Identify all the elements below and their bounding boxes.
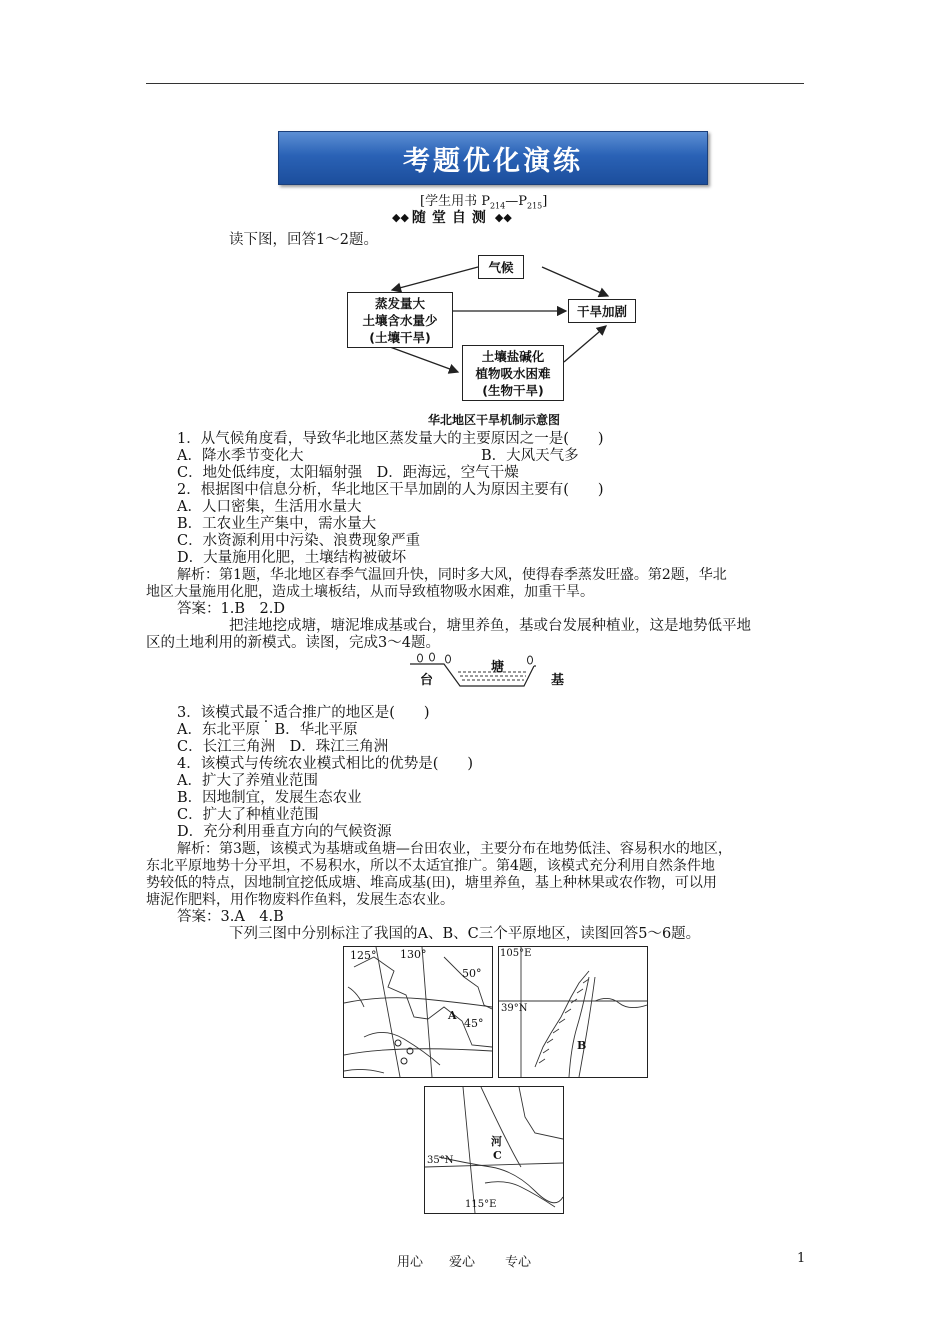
header-rule: [146, 83, 804, 84]
page-number: 1: [797, 1251, 806, 1266]
q1-option-a: A．降水季节变化大: [177, 448, 304, 464]
map-a-lon-1: 125°: [350, 949, 377, 962]
map-a-label: A: [448, 1009, 457, 1022]
q2-option-c: C．水资源利用中污染、浪费现象严重: [177, 533, 421, 549]
analysis-1-line-2: 地区大量施用化肥，造成土壤板结，从而导致植物吸水困难，加重干旱。: [146, 584, 594, 600]
section-title: ◆◆ 随堂自测 ◆◆: [392, 210, 512, 226]
q4-option-d: D．充分利用垂直方向的气候资源: [177, 824, 392, 840]
analysis-2-line-1: 解析：第3题，该模式为基塘或鱼塘—台田农业，主要分布在地势低洼、容易积水的地区，: [177, 841, 732, 857]
footer-word-1: 用心: [397, 1255, 424, 1270]
intro-2-line-2: 区的土地利用的新模式。读图，完成3～4题。: [146, 635, 440, 651]
q4-option-c: C．扩大了种植业范围: [177, 807, 319, 823]
banner-title: 考题优化演练: [278, 131, 708, 185]
map-c-label: C: [493, 1149, 502, 1162]
map-b-lon: 105°E: [500, 948, 532, 959]
q2-option-d: D．大量施用化肥，土壤结构被破坏: [177, 550, 407, 566]
box-soil-drought: 蒸发量大 土壤含水量少 (土壤干旱): [347, 292, 453, 348]
diamond-icon: ◆◆: [494, 210, 512, 224]
diamond-icon: ◆◆: [392, 210, 409, 224]
analysis-1-line-1: 解析：第1题，华北地区春季气温回升快，同时多大风，使得春季蒸发旺盛。第2题，华北: [177, 567, 727, 583]
plant-icon: [418, 653, 533, 664]
intro-1: 读下图，回答1～2题。: [229, 232, 378, 248]
q1-option-b: B．大风天气多: [481, 448, 579, 464]
answer-1: 答案：1.B 2.D: [177, 601, 285, 617]
analysis-2-line-3: 势较低的特点，因地制宜挖低成塘、堆高成基(田)，塘里养鱼，基上种林果或农作物，可以用: [146, 875, 717, 891]
q2-stem: 2．根据图中信息分析，华北地区干旱加剧的人为原因主要有( ): [177, 482, 604, 498]
answer-2: 答案：3.A 4.B: [177, 909, 284, 925]
intro-3: 下列三图中分别标注了我国的A、B、C三个平原地区，读图回答5～6题。: [229, 926, 701, 942]
analysis-2-line-2: 东北平原地势十分平坦，不易积水，所以不太适宜推广。第4题，该模式充分利用自然条件地: [146, 858, 715, 874]
map-a-lon-2: 130°: [400, 948, 427, 961]
map-c: [424, 1086, 564, 1214]
q1-option-cd: C．地处低纬度，太阳辐射强 D．距海远，空气干燥: [177, 465, 519, 481]
q3-option-cd: C．长江三角洲 D．珠江三角洲: [177, 739, 389, 755]
diagram-caption: 华北地区干旱机制示意图: [428, 413, 561, 427]
map-c-river-label: 河: [491, 1135, 502, 1148]
q2-option-a: A．人口密集，生活用水量大: [177, 499, 362, 515]
q4-option-a: A．扩大了养殖业范围: [177, 773, 318, 789]
label-ji: 基: [551, 673, 565, 688]
q1-stem: 1．从气候角度看，导致华北地区蒸发量大的主要原因之一是( ): [177, 431, 604, 447]
map-b-label: B: [577, 1039, 587, 1052]
intro-2-line-1: 把洼地挖成塘，塘泥堆成基或台，塘里养鱼，基或台发展种植业，这是地势低平地: [229, 618, 751, 634]
map-b-lat: 39°N: [501, 1003, 528, 1014]
q2-option-b: B．工农业生产集中，需水量大: [177, 516, 377, 532]
box-bio-drought: 土壤盐碱化 植物吸水困难 (生物干旱): [462, 345, 564, 401]
book-reference: [学生用书 $P_{214}—P_{215}$]: [420, 194, 548, 211]
q3-option-ab: A．东北平原 B．华北平原: [177, 722, 358, 738]
footer-word-2: 爱心: [449, 1255, 476, 1270]
map-a-lat-2: 45°: [464, 1017, 484, 1030]
analysis-2-line-4: 塘泥作肥料，用作物废料作鱼料，发展生态农业。: [146, 892, 454, 908]
map-c-lon: 115°E: [465, 1199, 497, 1210]
box-drought-worsening: 干旱加剧: [568, 299, 636, 323]
label-tai: 台: [420, 673, 434, 688]
q4-stem: 4．该模式与传统农业模式相比的优势是( ): [177, 756, 474, 772]
q3-stem: 3．该模式最不适合推广的地区是( ): [177, 705, 430, 721]
q4-option-b: B．因地制宜，发展生态农业: [177, 790, 362, 806]
box-climate: 气候: [478, 255, 524, 279]
label-tang: 塘: [491, 660, 505, 675]
map-a-lat-1: 50°: [462, 967, 482, 980]
map-a: [343, 946, 493, 1078]
map-c-lat: 35°N: [427, 1155, 454, 1166]
footer-word-3: 专心: [505, 1255, 532, 1270]
map-b: [498, 946, 648, 1078]
